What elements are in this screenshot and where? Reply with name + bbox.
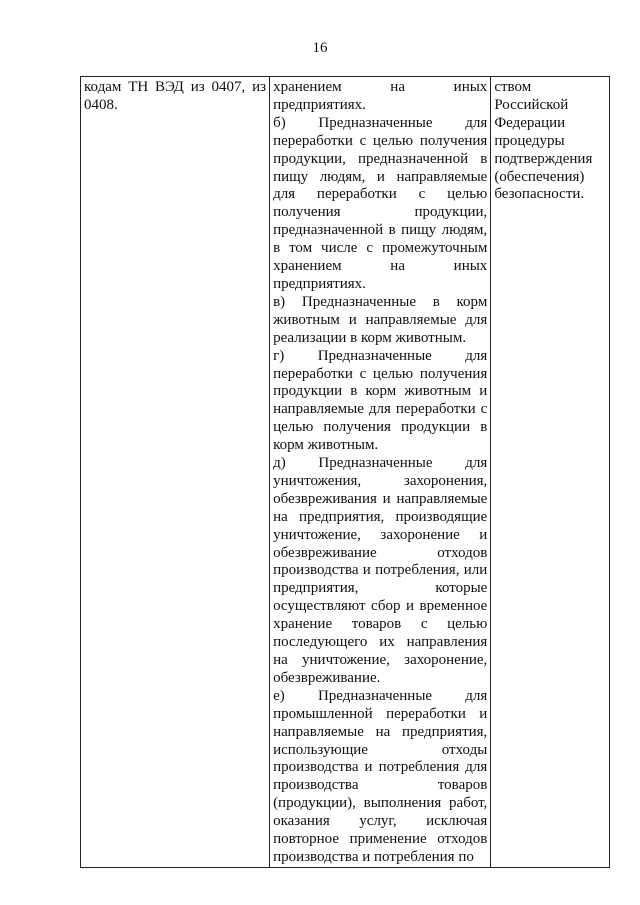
cell-text: кодам ТН ВЭД из 0407, из 0408. (84, 79, 267, 113)
paragraph: е) Предназначенные для промышленной переработки и направляемые на предприятия, использующие отходы производства и потребления для производства товаров (продукции), выполнения работ, оказания услуг, исключая повторное применение отходов производства и потребления по (273, 687, 488, 865)
table-cell-safety-procedure (491, 77, 610, 868)
cell-text: ством Российской Федерации процедуры подтверждения (обеспечения) безопасности. (494, 79, 593, 203)
paragraph: б) Предназначенные для переработки с целью получения продукции, предназначенной в пищу людям, и направляемые для переработки с целью получения продукции, предназначенной в пищу людям, в том числе с промежуточным хранением на иных предприятиях. (273, 114, 488, 292)
paragraph: г) Предназначенные для переработки с целью получения продукции в корм животным и направляемые для переработки с целью получения продукции в корм животным. (273, 347, 488, 454)
regulation-table (80, 76, 610, 868)
table-cell-product-codes (81, 77, 270, 868)
paragraph: д) Предназначенные для уничтожения, захоронения, обезвреживания и направляемые на предприятия, производящие уничтожение, захоронение и обезвреживание отходов производства и потребления, или предприятия, которые осуществляют сбор и временное хранение товаров с целью последующего их направления на уничтожение, захоронение, обезвреживание. (273, 455, 488, 686)
table-cell-purposes (270, 77, 491, 868)
table-row (81, 77, 610, 868)
paragraph: хранением на иных предприятиях. (273, 79, 488, 113)
paragraph: в) Предназначенные в корм животным и направляемые для реализации в корм животным. (273, 293, 488, 346)
page-number: 16 (312, 40, 328, 56)
